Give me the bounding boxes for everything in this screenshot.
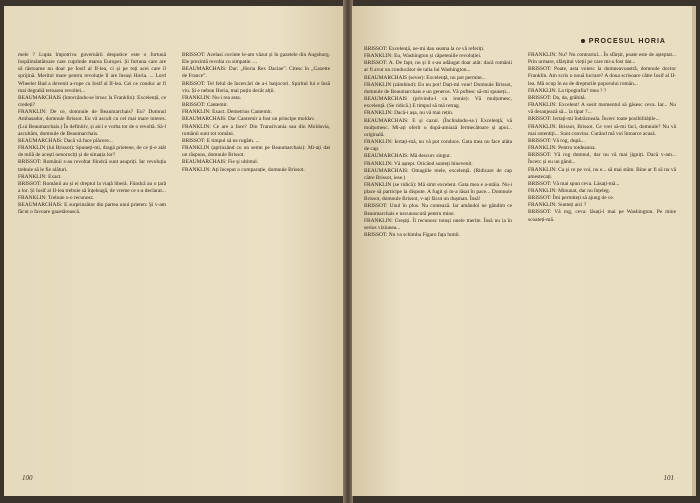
paragraph: BRISSOT: Românii au și ei dreptul la viață liberă. Fiindcă au o țară a lor. Și Iosif al II-lea trebuie să înțeleagă, de vreme ce s-a declarat... <box>18 180 166 194</box>
paragraph: FRANKLIN: De ce, domnule de Beaumarchais? Eu? Domnul Ambasador, domnule Brissot. Eu vă ascult cu cel mai mare interes. (Lui Beaumarchais.) În definitiv, și aici e vorba tot de o revoltă. Să-l ascultăm, domnule de Beaumarchais. <box>18 109 166 137</box>
paragraph: BRISSOT: Vă mai spun ceva. Lăsați-mă... <box>528 180 620 187</box>
paragraph: FRANKLIN: Minunat, dar nu înțeleg. <box>528 187 611 194</box>
paragraph: BEAUMARCHAIS: Dar Cantemir a fost un principe moldav. <box>182 116 315 123</box>
paragraph: BEAUMARCHAIS: E și cazul. (Înclinându-se.) Excelență, vă mulțumesc. Mi-ați oferit o după-amiază fermecătoare și apoi... originală. <box>364 117 512 138</box>
left-column-2 <box>182 52 330 174</box>
paragraph: BRISSOT: E timpul să ne rugăm. ... <box>182 137 260 144</box>
left-page <box>4 6 344 496</box>
paragraph: FRANKLIN: Excelent! A sosit momentul să găsesc ceva. Iar... Nu vă deranjează să... la tipar ?... <box>528 102 676 116</box>
bullet-icon <box>581 39 585 43</box>
paragraph: BRISSOT: A. De fapt, nu și li s-au adăugat doar atât: dacă românii ar fi avut un conducător de talia lui Washington... <box>364 60 512 74</box>
paragraph: BRISSOT: Acelasi cuvinte le-am văzut și în gazetele din Augsburg. Ele prezintă revolta cu simpatie. ... <box>182 52 330 66</box>
paragraph: FRANKLIN: Exact. Demetrius Cantemir. <box>182 109 272 116</box>
paragraph: FRANKLIN (zâmbind): Eu nu pot! Dați-mi voie! Domnule Brissot, domnule de Beaumarchais e un generos. Vă poftesc să-mi spuneți... <box>364 81 512 95</box>
paragraph: FRANKLIN: La tipografia? mea ? ? <box>528 87 607 94</box>
paragraph: BRISSOT: Poate, asta voiesc la dumneavoastră, domnule doctor Franklin. Am scris o nouă lucrare? A doua scrisoare către Iosif al II-lea. Mă ocup în ea de drepturile poporului român... <box>528 66 676 87</box>
paragraph: BRISSOT: Îmi permiteți să ajung de ce. <box>528 195 615 202</box>
paragraph: BRISSOT: Da, da, grăbită. <box>528 94 586 101</box>
paragraph: mele ? Lupta împotriva guvernării despotice este o furtună înspăimântătoare care cuprinde marea Europei. Și furtuna care are să răstoarne nu doar pe Iosif al II-lea, ci și pe toți acei care îl sprijină. Meritul mare pentru revoluție îl are însuși Horia. ... Lord Wheeler Bad a devenit a-rupe cu Iosif al II-lea. Cei ce conduc ar fi mai degrabă teroarea revoltei... <box>18 52 166 94</box>
paragraph: FRANKLIN: Brissot, Brissot. Ce vrei să-mi faci, domnule? Nu vă mai ostentiți... Sunt convins. Curând mă voi întoarce acasă. <box>528 123 676 137</box>
paragraph: BRISSOT: Iertați-mi îndrăzneala. Încerc toate posibilitățile... <box>528 116 660 123</box>
paragraph: BRISSOT: Nu va schimba Figaro fața lumii. <box>364 232 461 239</box>
paragraph: BRISSOT: Excelență, ne-mi dau seama la ce vă referiți. <box>364 46 485 52</box>
right-column-1 <box>364 46 512 239</box>
paragraph: BEAUMARCHAIS (privindu-l cu ironie): Vă mulțumesc, excelență. (Se ridică.) E timpul să mă retrag. <box>364 96 512 110</box>
paragraph: FRANKLIN: Nu? Nu contrariul... În sfârșit, poate este de așteptat... Prin urmare, sfârșitul vieții pe care mi-a fost dat... <box>528 52 676 66</box>
paragraph: FRANKLIN: Eu, Washington și căpeteniile revoluției. <box>364 53 482 60</box>
paragraph: FRANKLIN: Greșiți. Îi recunosc totuși unele merite. Însă nu ia în serios viziunea... <box>364 217 512 231</box>
paragraph: BEAUMARCHAIS: E surprinzător din partea unui prieten: Și v-am făcut o favoare gazetărească. <box>18 202 166 216</box>
paragraph: FRANKLIN (se ridică): Mă simt excelent. Gata mea e a-ntâia. Nu-i place să participe la dispute. A fugit și m-a lăsat în pace... Domnule Brissot, domnule Brissot, v-ați făcut un dușman. Însă! <box>364 181 512 203</box>
paragraph: FRANKLIN: Dacă-i așa, nu vă mai rețin. <box>364 110 454 117</box>
paragraph: BRISSOT: Unul în plus. Nu contează. Iar amândoi ne gândim ce Beaumarchais e necunoscută pentru mine. <box>364 203 512 217</box>
page-number-left: 100 <box>22 474 33 482</box>
paragraph: FRANKLIN: Trebuie s-o recunosc. <box>18 195 95 202</box>
paragraph: FRANKLIN: Iertați-mă, nu vă pot conduce. Gata mea nu face atâta de cap. <box>364 139 512 153</box>
paragraph: BRISSOT: Vă rog, după... <box>528 137 585 144</box>
right-page <box>352 6 696 496</box>
running-head <box>581 38 666 45</box>
paragraph: FRANKLIN: Sunteți aici ? <box>528 202 587 209</box>
paragraph: FRANKLIN (aprinzând cu un semn pe Beaumarchais): Mi-ați dat un răspuns, domnule Brissot. <box>182 145 330 159</box>
paragraph: BEAUMARCHAIS: Mă descurc singur. <box>364 153 451 160</box>
paragraph: BEAUMARCHAIS (sever): Excelență, nu pot permite... <box>364 74 486 81</box>
paragraph: BEAUMARCHAIS: Dar: „Horia Rex Daciae”. Citesc în „Gazette de France”. <box>182 66 330 80</box>
page-number-right: 101 <box>663 474 674 482</box>
paragraph: FRANKLIN (lui Brissot): Spuneți-mi, dragă prietene, de ce ți-e atât de milă de acești nenorociți și de situația lor? <box>18 145 166 159</box>
paragraph: BRISSOT: Românii s-au revoltat fiindcă sunt asupriți. Iar revoluția trebuie să le fie alături. <box>18 159 166 173</box>
paragraph: BRISSOT: Vă rog, ceva: lăsați-l mai pe Washington. Pe mine scoateți-mă. <box>528 209 676 223</box>
paragraph: FRANKLIN: Exact. <box>18 173 62 180</box>
paragraph: BRISSOT: Cantemir. <box>182 102 228 109</box>
paragraph: FRANKLIN: Vă aștept. Oricând sunteți binevenit. <box>364 160 473 167</box>
left-column-1 <box>18 52 166 217</box>
paragraph: FRANKLIN: Ați început o comparație, domnule Brissot. <box>182 166 305 173</box>
paragraph: BRISSOT: Tel felul de încercări de a-i batjocori. Spiritul lui e însă viu. Și e nebun Horia, mai puțin decât alții. <box>182 80 330 94</box>
paragraph: FRANKLIN: Ca și ce pe voi, nu e... să mai stăm. Bine ar fi să nu vă amestecați. <box>528 166 676 180</box>
running-head-text: PROCESUL HORIA <box>588 38 666 45</box>
paragraph: FRANKLIN: Ce are a face? Din Transilvania sau din Moldavia, românii sunt tot români. <box>182 123 330 137</box>
paragraph: FRANKLIN: Nu-i rea asta. <box>182 94 241 101</box>
paragraph: BEAUMARCHAIS: Omagiile mele, excelență. (Ridicare de cap către Brissot, iese.) <box>364 167 512 181</box>
paragraph: BRISSOT: Vă rog domnul, dar nu vă mai jigniți. Dacă v-am... Încerc și eu un gând... <box>528 152 676 166</box>
paragraph: BEAUMARCHAIS: Fie și ultimul. <box>182 159 259 166</box>
paragraph: BEAUMARCHAIS: Dacă vă face plăcere... <box>18 137 113 144</box>
paragraph: BEAUMARCHAIS (întorcându-se brusc la Franklin): Excelență, ce credeți? <box>18 94 166 109</box>
page-edge <box>692 6 696 496</box>
right-column-2 <box>528 52 676 224</box>
paragraph: FRANKLIN: Pentru totdeauna. <box>528 145 596 152</box>
